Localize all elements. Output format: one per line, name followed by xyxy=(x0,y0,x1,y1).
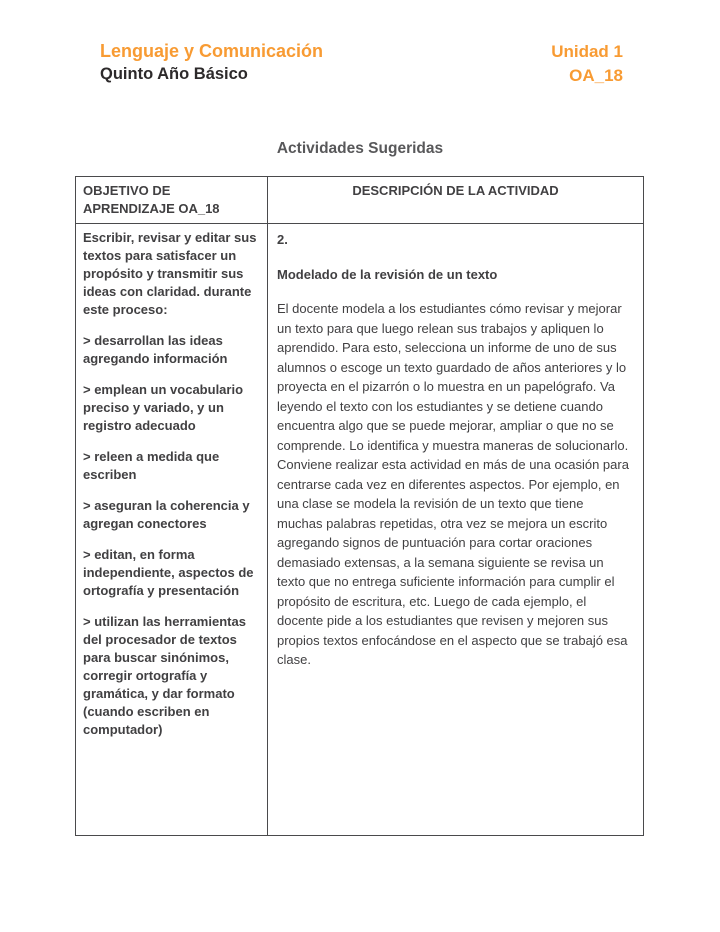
activity-body: El docente modela a los estudiantes cómo revisar y mejorar un texto para que luego relean sus trabajos y apliquen lo aprendido. Para esto, selecciona un informe de uno de sus alumnos o escoge un texto guardado de años anteriores y lo proyecta en el pizarrón o lo muestra en un papelógrafo. Va leyendo el texto con los estudiantes y se detiene cuando encuentra algo que se puede mejorar, ampliar o que no se comprende. Lo identifica y muestra maneras de solucionarlo. Conviene realizar esta actividad en más de una ocasión para centrarse cada vez en diferentes aspectos. Por ejemplo, en una clase se modela la revisión de un texto que tiene muchas palabras repetidas, otra vez se mejora un escrito agregando signos de puntuación para cortar oraciones demasiado extensas, a la semana siguiente se revisa un texto que no entrega suficiente información para cumplir el propósito de escritura, etc. Luego de cada ejemplo, el docente pide a los estudiantes que revisen y mejoren sus propios textos enfocándose en el aspecto que se trabajó esa clase. xyxy=(277,301,629,667)
document-header-right xyxy=(551,40,623,88)
table-header-row xyxy=(76,177,644,224)
description-cell xyxy=(268,224,644,836)
activity-table xyxy=(75,176,644,836)
objective-bullet: > aseguran la coherencia y agregan conectores xyxy=(83,498,250,531)
objective-bullet: > editan, en forma independiente, aspectos de ortografía y presentación xyxy=(83,547,254,598)
description-column-header: DESCRIPCIÓN DE LA ACTIVIDAD xyxy=(268,177,644,224)
unit-label: Unidad 1 xyxy=(551,42,623,61)
objective-intro: Escribir, revisar y editar sus textos para satisfacer un propósito y transmitir sus ideas con claridad. durante este proceso: xyxy=(83,230,257,317)
grade-level: Quinto Año Básico xyxy=(100,65,248,83)
activity-title: Modelado de la revisión de un texto xyxy=(277,266,498,282)
objective-column-header: OBJETIVO DE APRENDIZAJE OA_18 xyxy=(76,177,268,224)
page-title: Actividades Sugeridas xyxy=(276,140,444,157)
objective-cell xyxy=(76,224,268,836)
document-header xyxy=(100,40,323,85)
objective-bullet: > releen a medida que escriben xyxy=(83,449,220,482)
objective-bullet: > utilizan las herramientas del procesador de textos para buscar sinónimos, corregir ortografía y gramática, y dar formato (cuando escriben en computador) xyxy=(83,614,246,737)
table-body-row xyxy=(76,224,644,836)
objective-bullet: > emplean un vocabulario preciso y variado, y un registro adecuado xyxy=(83,382,244,433)
activity-number: 2. xyxy=(277,232,288,247)
oa-label: OA_18 xyxy=(569,66,623,85)
objective-bullet: > desarrollan las ideas agregando información xyxy=(83,333,228,366)
subject-title: Lenguaje y Comunicación xyxy=(100,41,324,61)
